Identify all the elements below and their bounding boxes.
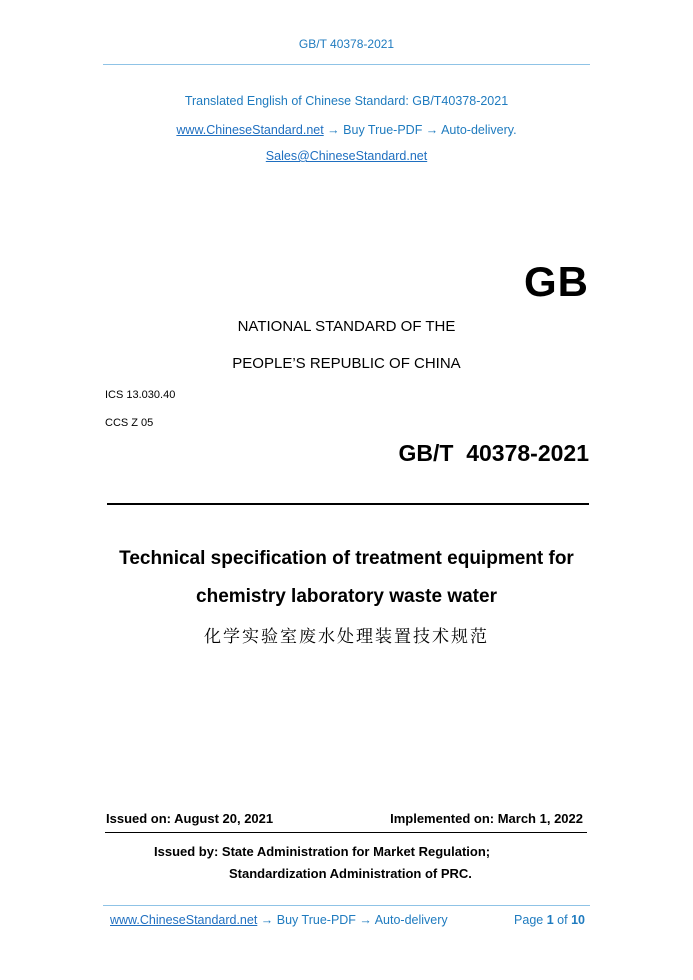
national-standard-line2: PEOPLE’S REPUBLIC OF CHINA [232, 355, 461, 372]
email-line [0, 149, 693, 163]
translated-notice: Translated English of Chinese Standard: GB/T40378-2021 [184, 94, 509, 108]
title-line1: Technical specification of treatment equipment for [119, 548, 574, 569]
email-link[interactable]: Sales@ChineseStandard.net [265, 149, 428, 163]
site-link[interactable]: www.ChineseStandard.net [176, 123, 324, 137]
gb-mark: GB [524, 258, 589, 305]
title-chinese: 化学实验室废水处理装置技术规范 [204, 627, 489, 647]
footer-site-link[interactable]: www.ChineseStandard.net [110, 913, 258, 927]
page-total: 10 [571, 913, 585, 927]
issued-on: Issued on: August 20, 2021 [106, 811, 274, 826]
issued-by-line1: Issued by: State Administration for Market Regulation; [154, 844, 491, 859]
promo-line [0, 123, 693, 137]
promo-suffix: → Buy True-PDF → Auto-delivery. [323, 123, 517, 137]
page-of: of [557, 913, 568, 927]
page-label: Page [514, 913, 544, 927]
implemented-on: Implemented on: March 1, 2022 [390, 811, 583, 826]
footer-promo-suffix: → Buy True-PDF → Auto-delivery [257, 913, 448, 927]
title-line2: chemistry laboratory waste water [196, 586, 497, 607]
page-current: 1 [546, 913, 554, 927]
running-header: GB/T 40378-2021 [298, 37, 395, 51]
ccs-code: CCS Z 05 [105, 417, 154, 429]
national-standard-line1: NATIONAL STANDARD OF THE [237, 318, 456, 335]
page-indicator [514, 913, 585, 927]
dates-rule [105, 832, 587, 833]
footer-rule [103, 905, 590, 906]
header-rule [103, 64, 590, 65]
issued-by-line2: Standardization Administration of PRC. [229, 866, 472, 881]
standard-number: GB/T 40378-2021 [398, 440, 589, 466]
title-rule [107, 503, 589, 505]
ics-code: ICS 13.030.40 [105, 389, 176, 401]
footer-promo [110, 913, 448, 927]
